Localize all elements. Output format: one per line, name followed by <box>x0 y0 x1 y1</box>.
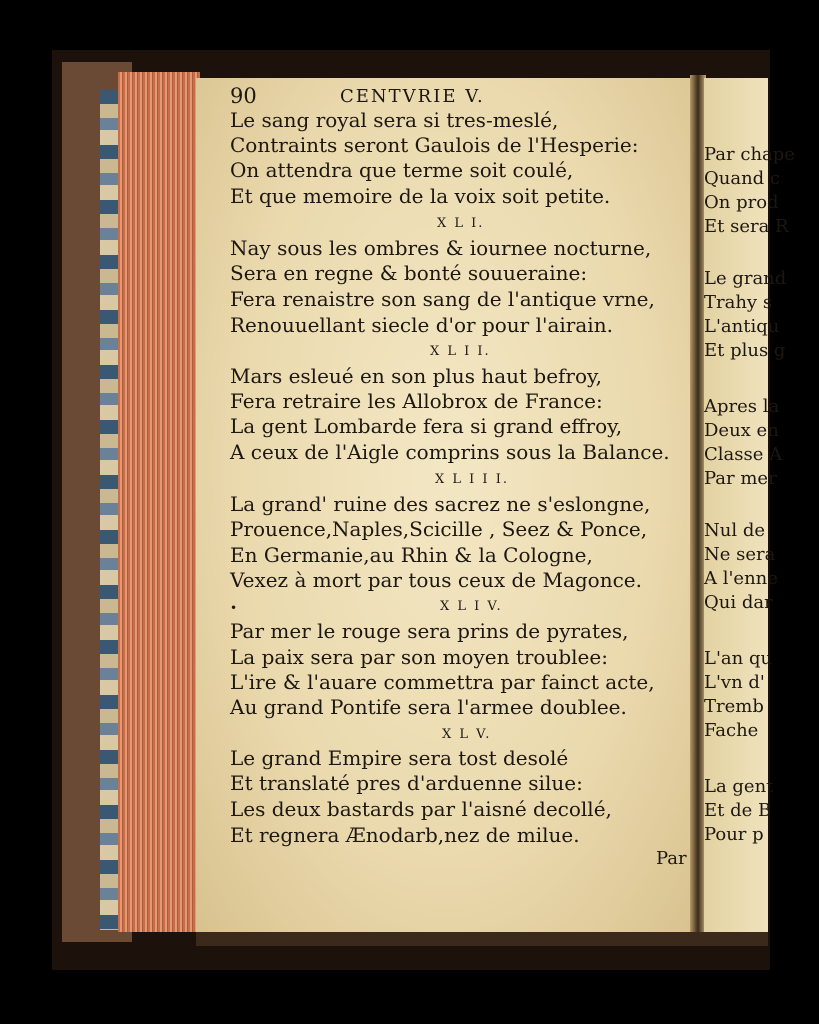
page-number: 90 <box>230 84 257 108</box>
right-page-line: L'vn d' <box>704 672 765 693</box>
verse-line: Le grand Empire sera tost desolé <box>230 746 569 770</box>
verse-line: On attendra que terme soit coulé, <box>230 158 574 182</box>
verse-line: Au grand Pontife sera l'armee doublee. <box>230 695 627 719</box>
right-page-line: A l'enne <box>704 568 778 589</box>
verse-line: Contraints seront Gaulois de l'Hesperie: <box>230 133 639 157</box>
verse-line: La gent Lombarde fera si grand effroy, <box>230 414 623 438</box>
right-page-line: Nul de <box>704 520 765 541</box>
right-page-line: Pour p <box>704 824 764 845</box>
ink-dot: • <box>230 601 238 615</box>
right-page-line: L'an qu <box>704 648 773 669</box>
right-page-line: L'antiqu <box>704 316 780 337</box>
verse-line: Et que memoire de la voix soit petite. <box>230 184 611 208</box>
right-page-line: Par chape <box>704 144 795 165</box>
verse-line: Nay sous les ombres & iournee nocturne, <box>230 236 652 260</box>
page-edges <box>118 72 200 932</box>
verse-line: Fera renaistre son sang de l'antique vrne, <box>230 287 655 311</box>
right-page-line: Deux en <box>704 420 779 441</box>
quatrain-number: X L I I. <box>430 344 491 359</box>
verse-line: Et translaté pres d'arduenne silue: <box>230 771 583 795</box>
verse-line: En Germanie,au Rhin & la Cologne, <box>230 543 593 567</box>
verse-line: Renouuellant siecle d'or pour l'airain. <box>230 313 613 337</box>
quatrain-number: X L V. <box>442 727 492 742</box>
right-page-line: Et de B <box>704 800 772 821</box>
right-page-line: Fache <box>704 720 759 741</box>
quatrain-number: X L I I I. <box>435 472 509 487</box>
verse-line: Prouence,Naples,Scicille , Seez & Ponce, <box>230 517 648 541</box>
verse-line: Par mer le rouge sera prins de pyrates, <box>230 619 629 643</box>
verse-line: Mars esleué en son plus haut befroy, <box>230 364 603 388</box>
verse-line: La paix sera par son moyen troublee: <box>230 645 608 669</box>
right-page-line: Qui dar <box>704 592 773 613</box>
right-page-line: Le grand <box>704 268 787 289</box>
right-page-line: Trahy s <box>704 292 773 313</box>
verse-line: L'ire & l'auare commettra par fainct acte, <box>230 670 655 694</box>
verse-line: La grand' ruine des sacrez ne s'eslongne, <box>230 492 651 516</box>
verse-line: Sera en regne & bonté souueraine: <box>230 261 588 285</box>
right-page-line: Ne sera <box>704 544 776 565</box>
quatrain-number: X L I V. <box>440 599 503 614</box>
right-page-line: On prod <box>704 192 779 213</box>
verse-line: Et regnera Ænodarb,nez de milue. <box>230 823 580 847</box>
quatrain-number: X L I. <box>437 216 485 231</box>
verse-line: Fera retraire les Allobrox de France: <box>230 389 603 413</box>
running-head <box>230 84 550 108</box>
verse-line: Les deux bastards par l'aisné decollé, <box>230 797 612 821</box>
right-page-line: Et plus g <box>704 340 786 361</box>
right-page-line: Par mer <box>704 468 777 489</box>
catchword: Par <box>656 848 687 869</box>
running-title: CENTVRIE V. <box>340 86 485 107</box>
right-page-line: Apres la <box>704 396 780 417</box>
verse-line: Le sang royal sera si tres-meslé, <box>230 108 559 132</box>
bottom-edge <box>196 932 768 946</box>
right-page-line: Tremb <box>704 696 764 717</box>
right-page-line: Quand c <box>704 168 780 189</box>
right-page-line: Classe A <box>704 444 783 465</box>
verse-line: Vexez à mort par tous ceux de Magonce. <box>230 568 642 592</box>
right-page-line: La gent <box>704 776 774 797</box>
verse-line: A ceux de l'Aigle comprins sous la Balance. <box>230 440 670 464</box>
right-page-line: Et sera R <box>704 216 789 237</box>
